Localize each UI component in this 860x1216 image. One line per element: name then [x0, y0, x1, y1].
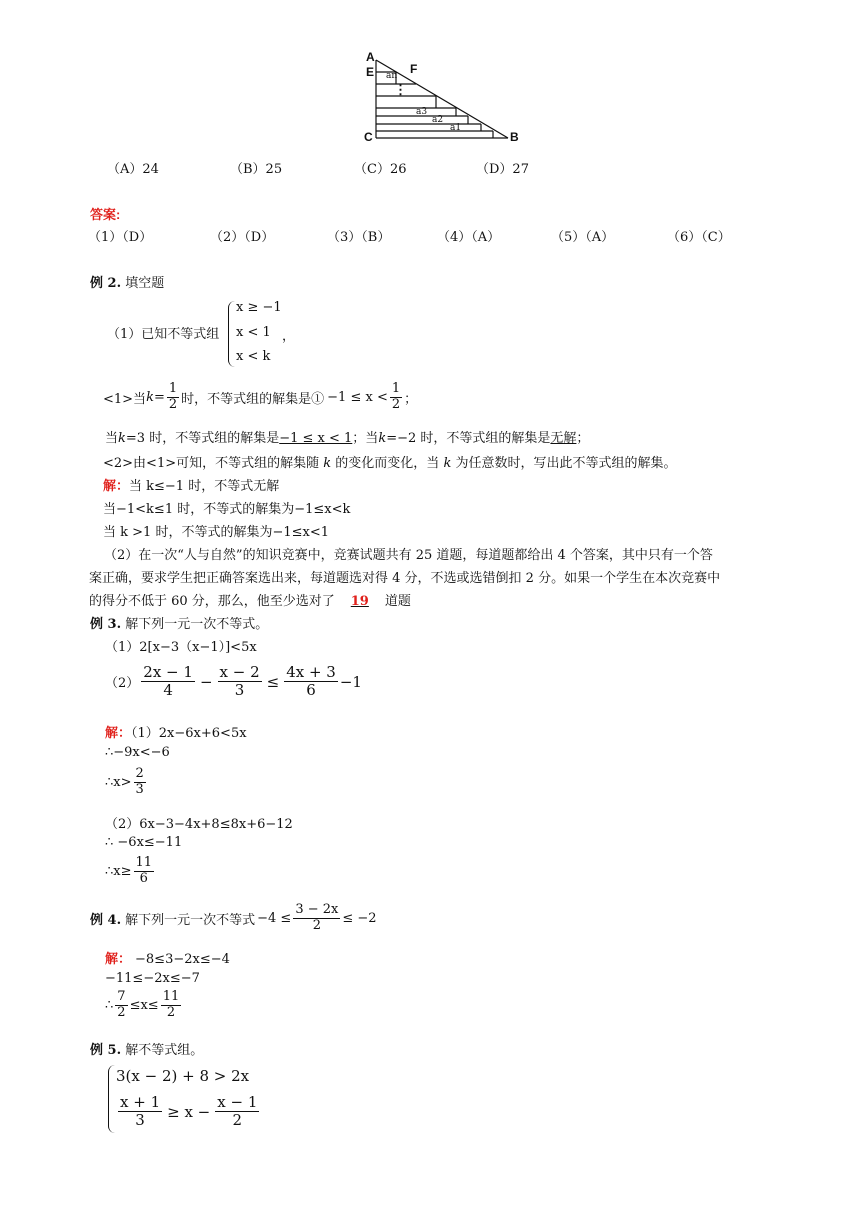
- ex3-title-text: 解下列一元一次不等式。: [125, 617, 269, 632]
- ex2-l3-c: 为任意数时，写出此不等式组的解集。: [455, 456, 677, 471]
- frac-den: 2: [117, 1004, 126, 1020]
- ex5-text: 解不等式组。: [125, 1043, 204, 1058]
- ex4-s1: −8≤3−2x≤−4: [135, 952, 230, 967]
- frac-den: 2: [312, 917, 321, 933]
- frac-den: 2: [391, 396, 401, 412]
- label-a1: a1: [450, 123, 462, 133]
- ex2-l1-c: −1 ≤ x <: [327, 389, 388, 405]
- answer-4: （4）（A）: [437, 230, 501, 245]
- ex2-l2-ans: −1 ≤ x < 1: [279, 431, 353, 446]
- ex2-system-3: x < k: [236, 349, 271, 364]
- frac-den: 6: [139, 870, 148, 886]
- ex2-s3: 当 k >1 时，不等式的解集为−1≤x<1: [103, 525, 329, 540]
- ex2-l1-a: <1>当: [103, 391, 147, 407]
- label-c: C: [364, 130, 373, 144]
- ex3-s2: ∴−9x<−6: [105, 745, 170, 760]
- frac-den: 3: [135, 781, 144, 797]
- answer-1: （1）（D）: [88, 230, 153, 245]
- frac-num: 4x + 3: [286, 663, 336, 681]
- ex2-l1-frac: [167, 382, 179, 413]
- label-a2: a2: [432, 115, 444, 125]
- ex3-p1: （1）2[x−3（x−1）]<5x: [105, 640, 257, 655]
- ex3-le: ≤: [266, 672, 280, 691]
- ex2-q2-l3a: 的得分不低于 60 分，那么，他至少选对了: [89, 594, 335, 609]
- ex2-title: [90, 272, 164, 291]
- ex2-q2-line2: 案正确，要求学生把正确答案选出来，每道题选对得 4 分，不选或选错倒扣 2 分。如果一个学生在本次竞赛中: [89, 571, 721, 586]
- ex2-l1-eq: =: [153, 389, 165, 405]
- ex2-l3-k2: k: [443, 456, 452, 471]
- ex2-sol-1: [103, 475, 279, 494]
- ex3-sol-label: 解：: [105, 726, 132, 741]
- ex2-system-1: x ≥ −1: [236, 300, 282, 315]
- frac-den: 3: [234, 681, 245, 700]
- ex3-p2: [105, 664, 362, 700]
- ex2-q2-line1: （2）在一次“人与自然”的知识竞赛中，竞赛试题共有 25 道题，每道题都给出 4 个答案，其中只有一个答: [104, 548, 713, 563]
- ex5-fa: [118, 1094, 162, 1130]
- ex2-system-comma: ，: [282, 329, 296, 344]
- ex2-l2-k: k: [118, 431, 126, 446]
- ex2-l2-b: =3 时，不等式组的解集是: [125, 431, 280, 446]
- label-dots: ⋮: [394, 83, 407, 98]
- ex2-l2-c: ；当: [352, 431, 379, 446]
- frac-num: x − 2: [219, 663, 260, 681]
- ex3-s6-frac: [134, 856, 155, 887]
- ex2-l2-ans2: 无解: [550, 431, 577, 446]
- frac-num: 3 − 2x: [295, 902, 339, 917]
- ex2-line1: [103, 382, 417, 413]
- frac-num: 7: [117, 989, 126, 1004]
- label-b: B: [510, 130, 519, 144]
- ex4-s3-mid: ≤x≤: [129, 997, 159, 1013]
- ex2-title-num: 例 2.: [90, 276, 122, 291]
- ex2-q2-blank: [335, 594, 385, 609]
- label-a3: a3: [416, 107, 428, 117]
- ex2-l2-a: 当: [105, 431, 119, 446]
- ex5-line2: [116, 1094, 261, 1130]
- ex5-mid: ≥ x −: [167, 1102, 211, 1121]
- frac-num: 11: [135, 855, 153, 870]
- ex3-s3-a: ∴x>: [105, 774, 132, 790]
- ex3-s6-a: ∴x≥: [105, 863, 132, 879]
- frac-den: 6: [306, 681, 316, 700]
- ex4-pre: −4 ≤: [257, 910, 292, 926]
- answer-2: （2）（D）: [210, 230, 275, 245]
- ex2-system-2: x < 1: [236, 325, 271, 340]
- ex2-q2-line3: [89, 590, 411, 609]
- ex4-sol-1: [105, 948, 230, 967]
- frac-num: 2x − 1: [143, 663, 193, 681]
- ex3-s4: （2）6x−3−4x+8≤8x+6−12: [105, 817, 293, 832]
- ex4-frac: [293, 903, 340, 934]
- ex4-s3-a: ∴: [105, 997, 114, 1013]
- ex4-frac-r: [161, 990, 182, 1021]
- answer-5: （5）（A）: [551, 230, 615, 245]
- option-b: （B）25: [230, 162, 283, 177]
- ex2-title-text: 填空题: [125, 276, 165, 291]
- ex4-title: [90, 903, 377, 934]
- ex5-system-brace: [108, 1065, 115, 1133]
- ex3-s1: （1）2x−6x+6<5x: [131, 726, 247, 741]
- ex3-s3: [105, 767, 148, 798]
- ex2-l1-frac2: [390, 382, 402, 413]
- ex5-line1: 3(x − 2) + 8 > 2x: [116, 1067, 250, 1085]
- ex2-l2-k2: k: [378, 431, 387, 446]
- ex3-title: [90, 613, 268, 632]
- answer-3: （3）（B）: [327, 230, 391, 245]
- ex4-post: ≤ −2: [342, 910, 377, 926]
- frac-num: 11: [162, 989, 180, 1004]
- ex2-l1-b: 时，不等式组的解集是①: [181, 391, 325, 407]
- ex3-p2-label: （2）: [105, 676, 140, 692]
- triangle-figure: [360, 52, 530, 147]
- ex5-title: [90, 1039, 203, 1058]
- ex2-line3: [103, 452, 677, 471]
- option-c: （C）26: [354, 162, 407, 177]
- ex4-sol-label: 解：: [105, 952, 132, 967]
- ex4-title-num: 例 4.: [90, 912, 122, 928]
- ex2-line2: [105, 427, 589, 446]
- ex4-text: 解下列一元一次不等式: [125, 912, 256, 928]
- ex4-s2: −11≤−2x≤−7: [105, 971, 200, 986]
- ex3-s5: ∴ −6x≤−11: [105, 835, 183, 850]
- ex2-q2-ans: 19: [350, 594, 369, 609]
- ex2-l2-d: =−2 时，不等式组的解集是: [386, 431, 551, 446]
- ex5-title-num: 例 5.: [90, 1043, 122, 1058]
- frac-num: 2: [135, 766, 144, 781]
- ex2-l1-k: k: [146, 389, 154, 405]
- frac-den: 3: [135, 1111, 145, 1130]
- frac-den: 2: [232, 1111, 243, 1130]
- frac-den: 2: [166, 1004, 176, 1020]
- label-f: F: [410, 62, 418, 76]
- answer-6: （6）（C）: [667, 230, 731, 245]
- ex3-minus: −: [199, 672, 213, 691]
- ex2-s1: 当 k≤−1 时，不等式无解: [129, 479, 280, 494]
- ex3-tail: −1: [339, 672, 362, 691]
- frac-num: x + 1: [120, 1093, 161, 1111]
- ex2-system-brace: [228, 301, 235, 367]
- ex3-title-num: 例 3.: [90, 617, 122, 632]
- ex2-s2: 当−1<k≤1 时，不等式的解集为−1≤x<k: [103, 502, 351, 517]
- ex4-s3: [105, 990, 183, 1021]
- ex2-q1-prefix: （1）已知不等式组: [107, 327, 220, 342]
- answers-heading: 答案:: [90, 207, 121, 222]
- ex3-sol-1: [105, 722, 247, 741]
- ex3-f1: [141, 664, 195, 700]
- ex3-f2: [218, 664, 262, 700]
- ex2-l1-d: ；: [404, 391, 418, 407]
- frac-num: 1: [168, 381, 178, 396]
- option-a: （A）24: [107, 162, 159, 177]
- ex2-q2-l3b: 道题: [384, 594, 411, 609]
- ex2-l3-b: 的变化而变化，当: [335, 456, 440, 471]
- ex2-l3-k: k: [323, 456, 332, 471]
- frac-den: 2: [168, 396, 178, 412]
- ex3-s3-frac: [134, 767, 146, 798]
- label-an: an: [386, 71, 398, 81]
- ex2-sol-label: 解：: [103, 479, 130, 494]
- label-a: A: [366, 50, 375, 64]
- label-e: E: [366, 65, 375, 79]
- ex3-s6: [105, 856, 156, 887]
- ex2-l3-a: <2>由<1>可知，不等式组的解集随: [103, 456, 320, 471]
- ex3-f3: [284, 664, 338, 700]
- frac-den: 4: [163, 681, 173, 700]
- frac-num: 1: [391, 381, 401, 396]
- triangle-diagram: [360, 52, 530, 147]
- ex4-frac-l: [115, 990, 127, 1021]
- option-d: （D）27: [476, 162, 529, 177]
- ex5-fb: [215, 1094, 259, 1130]
- frac-num: x − 1: [217, 1093, 258, 1111]
- ex2-l2-e: ；: [576, 431, 590, 446]
